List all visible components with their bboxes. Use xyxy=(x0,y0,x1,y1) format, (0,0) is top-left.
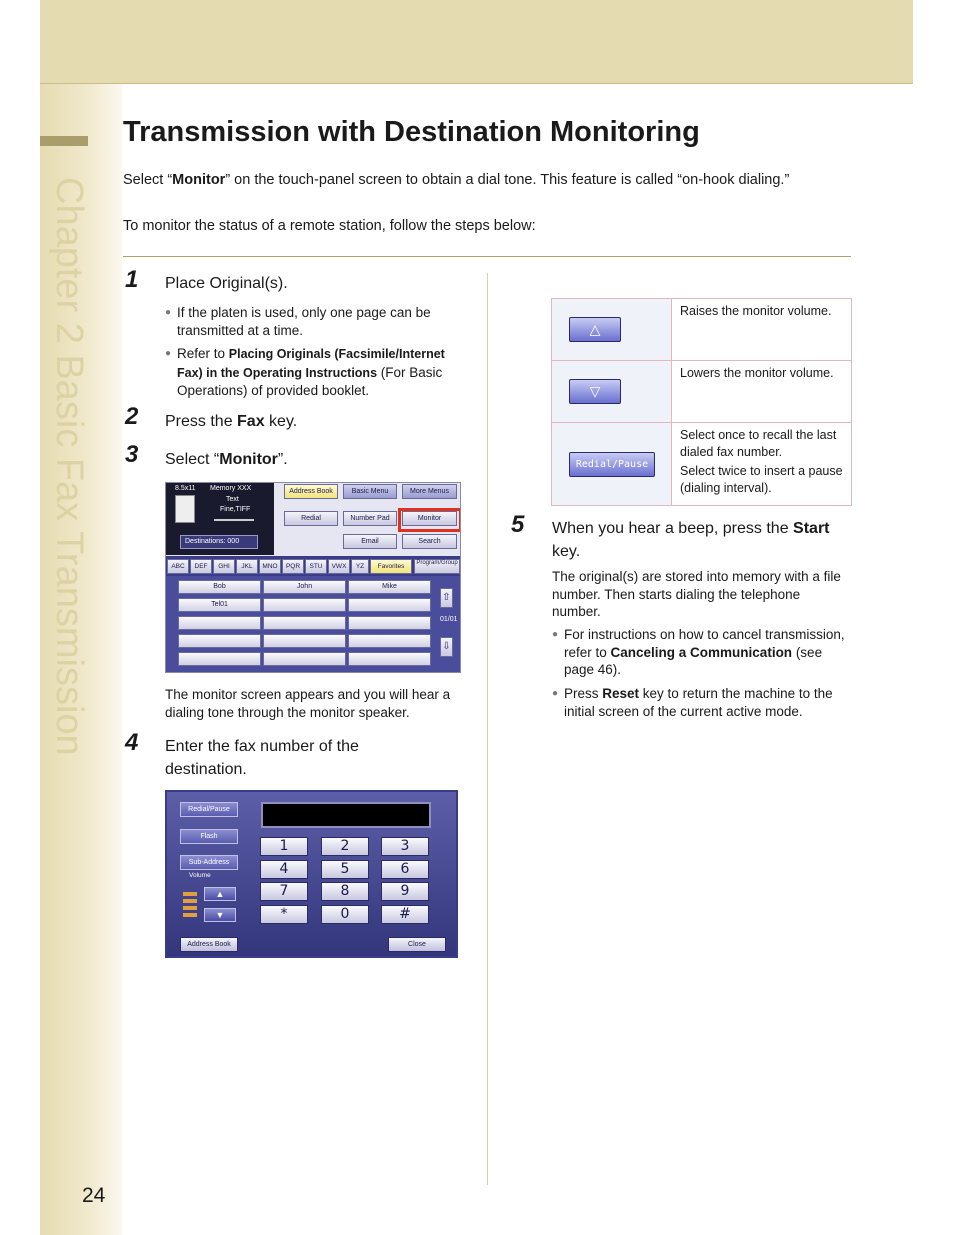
scroll-down-icon[interactable]: ⇩ xyxy=(440,637,453,657)
step-number-4: 4 xyxy=(125,729,139,756)
table-row xyxy=(552,361,852,423)
description-line: Select twice to insert a pause (dialing interval). xyxy=(680,464,843,495)
volume-level-bar xyxy=(183,906,197,910)
monitor-button[interactable]: Monitor xyxy=(402,511,457,526)
volume-level-bar xyxy=(183,899,197,903)
address-cell[interactable] xyxy=(348,634,431,648)
close-button[interactable]: Close xyxy=(388,937,446,952)
icon-cell xyxy=(552,299,672,361)
address-cell[interactable] xyxy=(348,598,431,612)
section-title: Transmission with Destination Monitoring xyxy=(123,116,700,148)
key-6[interactable]: 6 xyxy=(381,860,429,879)
step-1-text: Place Original(s). xyxy=(165,275,288,292)
address-book-button[interactable]: Address Book xyxy=(180,937,238,952)
address-cell[interactable]: Tel01 xyxy=(178,598,261,612)
key-8[interactable]: 8 xyxy=(321,882,369,901)
tab-stu[interactable]: STU xyxy=(305,559,327,574)
key-3[interactable]: 3 xyxy=(381,837,429,856)
basic-menu-tab[interactable]: Basic Menu xyxy=(343,484,397,499)
step-3-note: The monitor screen appears and you will hear a dialing tone through the monitor speaker. xyxy=(165,687,451,720)
down-arrow-icon[interactable]: ▽ xyxy=(569,379,621,404)
address-cell[interactable] xyxy=(263,634,346,648)
tab-mno[interactable]: MNO xyxy=(259,559,281,574)
keypad-screenshot xyxy=(165,790,458,958)
volume-level-bar xyxy=(183,913,197,917)
key-hash[interactable]: # xyxy=(381,905,429,924)
key-2[interactable]: 2 xyxy=(321,837,369,856)
address-cell[interactable] xyxy=(348,616,431,630)
address-book-tab[interactable]: Address Book xyxy=(284,484,338,499)
redial-button[interactable]: Redial xyxy=(284,511,338,526)
description-cell: Lowers the monitor volume. xyxy=(672,361,852,423)
search-button[interactable]: Search xyxy=(402,534,457,549)
memory-status: Memory XXX xyxy=(210,485,252,492)
scroll-up-icon[interactable]: ⇧ xyxy=(440,588,453,608)
address-cell[interactable] xyxy=(178,634,261,648)
top-band xyxy=(40,0,913,84)
step-1-bullet-1: ● If the platen is used, only one page can be transmitted at a time. xyxy=(165,304,465,339)
address-cell[interactable] xyxy=(178,616,261,630)
volume-label: Volume xyxy=(189,872,211,879)
column-divider xyxy=(487,273,488,1185)
sub-address-button[interactable]: Sub-Address xyxy=(180,855,238,870)
tab-jkl[interactable]: JKL xyxy=(236,559,258,574)
key-star[interactable]: * xyxy=(260,905,308,924)
intro-paragraph: Select “Monitor” on the touch-panel screen to obtain a dial tone. This feature is called “on-hook dialing.” xyxy=(123,172,790,188)
icon-cell xyxy=(552,361,672,423)
icon-cell xyxy=(552,423,672,506)
chapter-title: Chapter 2 Basic Fax Transmission xyxy=(48,177,90,756)
tab-pqr[interactable]: PQR xyxy=(282,559,304,574)
address-cell[interactable]: Bob xyxy=(178,580,261,594)
paper-size: 8.5x11 xyxy=(175,485,196,492)
index-tabs xyxy=(166,556,461,576)
description-cell xyxy=(672,423,852,506)
status-area xyxy=(166,483,274,555)
address-cell[interactable] xyxy=(348,652,431,666)
email-button[interactable]: Email xyxy=(343,534,397,549)
page-number: 24 xyxy=(82,1184,106,1207)
mode-text: Text xyxy=(226,496,239,503)
step-number-1: 1 xyxy=(125,266,139,293)
section-divider xyxy=(123,256,851,257)
key-9[interactable]: 9 xyxy=(381,882,429,901)
redial-pause-button[interactable]: Redial/Pause xyxy=(180,802,238,817)
table-row xyxy=(552,299,852,361)
tab-ghi[interactable]: GHI xyxy=(213,559,235,574)
progress-line xyxy=(214,519,254,521)
redial-pause-icon[interactable]: Redial/Pause xyxy=(569,452,655,477)
step-4-text: Enter the fax number of the destination. xyxy=(165,738,359,778)
step-5-note: The original(s) are stored into memory with a file number. Then starts dialing the telephone number. xyxy=(552,569,841,619)
key-4[interactable]: 4 xyxy=(260,860,308,879)
address-cell[interactable]: John xyxy=(263,580,346,594)
tab-favorites[interactable]: Favorites xyxy=(370,559,412,574)
key-0[interactable]: 0 xyxy=(321,905,369,924)
table-row xyxy=(552,423,852,506)
step-5-text: When you hear a beep, press the Start key. xyxy=(552,520,830,560)
tab-abc[interactable]: ABC xyxy=(167,559,189,574)
volume-level-bar xyxy=(183,892,197,896)
tab-vwx[interactable]: VWX xyxy=(328,559,350,574)
step-number-3: 3 xyxy=(125,441,139,468)
step-number-2: 2 xyxy=(125,403,139,430)
fax-panel-screenshot xyxy=(165,482,461,673)
tab-def[interactable]: DEF xyxy=(190,559,212,574)
description-line: Select once to recall the last dialed fax number. xyxy=(680,428,837,459)
resolution-text: Fine,TIFF xyxy=(220,506,251,513)
more-menus-tab[interactable]: More Menus xyxy=(402,484,457,499)
chapter-mark xyxy=(40,136,88,146)
monitor-highlight xyxy=(398,508,461,532)
tab-program-group[interactable]: Program/Group xyxy=(414,559,460,574)
address-cell[interactable] xyxy=(263,598,346,612)
page-indicator: 01/01 xyxy=(440,616,458,623)
step-5-bullet-2: ● Press Reset key to return the machine to the initial screen of the current active mode. xyxy=(552,685,850,720)
address-cell[interactable] xyxy=(263,652,346,666)
address-cell[interactable] xyxy=(263,616,346,630)
step-2-text: Press the Fax key. xyxy=(165,413,298,430)
address-grid xyxy=(166,576,461,673)
key-5[interactable]: 5 xyxy=(321,860,369,879)
description-cell: Raises the monitor volume. xyxy=(672,299,852,361)
step-1-bullet-2: ● Refer to Placing Originals (Facsimile/Internet Fax) in the Operating Instructions (For Basic Operations) of provided booklet. xyxy=(165,345,465,400)
address-cell[interactable]: Mike xyxy=(348,580,431,594)
number-pad-button[interactable]: Number Pad xyxy=(343,511,397,526)
volume-up-icon[interactable]: ▲ xyxy=(204,887,236,901)
up-arrow-icon[interactable]: △ xyxy=(569,317,621,342)
step-number-5: 5 xyxy=(511,511,525,538)
step-3-text: Select “Monitor”. xyxy=(165,451,288,468)
key-1[interactable]: 1 xyxy=(260,837,308,856)
step-5-bullet-1: ● For instructions on how to cancel transmission, refer to Canceling a Communication (see page 46). xyxy=(552,626,850,679)
tab-yz[interactable]: YZ xyxy=(351,559,369,574)
flash-button[interactable]: Flash xyxy=(180,829,238,844)
destinations-count: Destinations: 000 xyxy=(180,535,258,549)
document-icon xyxy=(175,495,195,523)
key-7[interactable]: 7 xyxy=(260,882,308,901)
number-display xyxy=(261,802,431,828)
volume-down-icon[interactable]: ▼ xyxy=(204,908,236,922)
address-cell[interactable] xyxy=(178,652,261,666)
intro-paragraph-2: To monitor the status of a remote station, follow the steps below: xyxy=(123,218,536,234)
volume-table xyxy=(551,298,852,506)
